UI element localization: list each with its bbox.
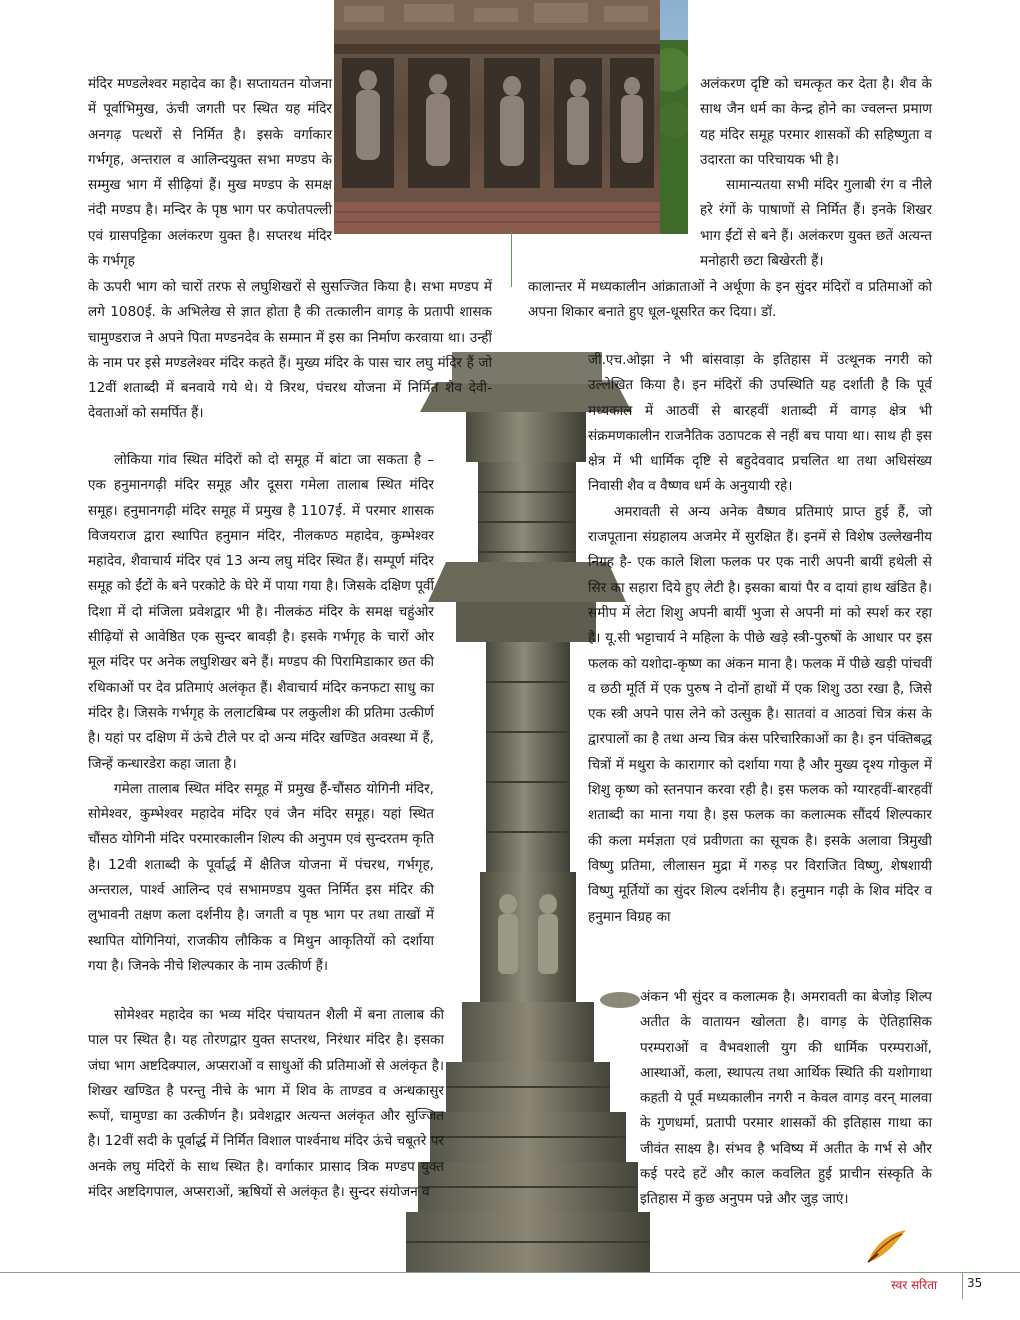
paragraph: अंकन भी सुंदर व कलात्मक है। अमरावती का बेजोड़ शिल्प अतीत के वातायन खोलता है। वागड़ के ऐतिहासिक परम्पराओं व वैभवशाली युग की धार्मिक परम्पराओं, आस्थाओं, कला, स्थापत्य तथा आर्थिक स्थिति की यशोगाथा कहती ये पूर्व मध्यकालीन नगरी न केवल वागड़ वरन् मालवा के गुणधर्मा, प्रतापी परमार शासकों की इतिहास गाथा का जीवंत साक्ष्य है। संभव है भविष्य में अतीत के गर्भ से और कई परदे हटें और काल कवलित हुई प्राचीन संस्कृति के इतिहास में कुछ अनुपम पन्ने और जुड़ जाएं। — [640, 989, 932, 1208]
paragraph: के ऊपरी भाग को चारों तरफ से लघुशिखरों से सुसज्जित किया है। सभा मण्डप में लगे 1080ई. के अभिलेख से ज्ञात होता है की तत्कालीन वागड़ के प्रतापी शासक चामुण्डराज ने अपने पिता मण्डनदेव के सम्मान में इस का निर्माण करवाया था। उन्हीं के नाम पर इसे मण्डलेश्वर मंदिर कहते हैं। मुख्य मंदिर के पास चार लघु मंदिर हैं जो 12वीं शताब्दी में बनवाये गये थे। ये त्रिरथ, पंचरथ योजना में निर्मित शैव देवी-देवताओं को समर्पित हैं। — [88, 279, 492, 422]
feather-icon — [864, 1226, 910, 1266]
text-column-left-bottom — [88, 1003, 444, 1205]
paragraph: कालान्तर में मध्यकालीन आंक्राताओं ने अर्थूणा के इन सुंदर मंदिरों व प्रतिमाओं को अपना शिकार बनाते हुए धूल-धूसरित कर दिया। डॉ. — [528, 279, 932, 321]
text-column-right-main — [528, 275, 932, 326]
paragraph: सोमेश्वर महादेव का भव्य मंदिर पंचायतन शैली में बना तालाब की पाल पर स्थित है। यह तोरणद्वार युक्त सप्तरथ, निरंधार मंदिर है। इसका जंघा भाग अष्टदिक्पाल, अप्सराओं व साधुओं की प्रतिमाओं से अलंकृत है। शिखर खण्डित है परन्तु नीचे के भाग में शिव के ताण्डव व अन्धकासुर रूपों, चामुण्डा का उत्कीर्णन है। प्रवेशद्वार अत्यन्त अलंकृत और सुज्जित है। 12वीं सदी के पूर्वार्द्ध में निर्मित विशाल पार्श्वनाथ मंदिर ऊंचे चबूतरे पर अनके लघु मंदिरों के साथ स्थित है। वर्गाकार प्रासाद त्रिक मण्डप युक्त मंदिर अष्टदिगपाल, अप्सराओं, ऋषियों से अलंकृत है। सुन्दर संयोजन व — [88, 1007, 444, 1201]
text-column-right-top — [700, 72, 932, 274]
text-column-left-top — [88, 72, 332, 274]
paragraph: गमेला तालाब स्थित मंदिर समूह में प्रमुख हैं-चौंसठ योगिनी मंदिर, सोमेश्वर, कुम्भेश्वर महादेव मंदिर एवं जैन मंदिर समूह। यहां स्थित चौंसठ योगिनी मंदिर परमारकालीन शिल्प की अनुपम एवं सुन्दरतम कृति है। 12वी शताब्दी के पूर्वार्द्ध में क्षैतिज योजना में पंचरथ, गर्भगृह, अन्तराल, पार्श्व आलिन्द एवं सभामण्डप युक्त निर्मित इस मंदिर की लुभावनी तक्षण कला दर्शनीय है। जगती व पृष्ठ भाग पर तथा ताखों में स्थापित योगिनियां, राजकीय लौकिक व मिथुन आकृतियों को दर्शाया गया है। जिनके नीचे शिल्पकार के नाम उत्कीर्ण हैं। — [88, 780, 434, 974]
footer-separator — [962, 1273, 963, 1299]
paragraph: अलंकरण दृष्टि को चमत्कृत कर देता है। शैव के साथ जैन धर्म का केन्द्र होने का ज्वलन्त प्रमाण यह मंदिर समूह परमार शासकों की सहिष्णुता व उदारता का परिचायक भी है। — [700, 76, 932, 168]
paragraph: लोकिया गांव स्थित मंदिरों को दो समूह में बांटा जा सकता है – एक हनुमानगढ़ी मंदिर समूह और दूसरा गमेला तालाब स्थित मंदिर समूह। हनुमानगढ़ी मंदिर समूह में प्रमुख है 1107ई. में परमार शासक विजयराज द्वारा स्थापित हनुमान मंदिर, नीलकण्ठ महादेव, कुम्भेश्वर महादेव, शैवाचार्य मंदिर एवं 13 अन्य लघु मंदिर स्थित हैं। सम्पूर्ण मंदिर समूह को ईंटों के बने परकोटे के घेरे में पाया गया है। जिसके दक्षिण पूर्वी दिशा में दो मंजिला प्रवेशद्वार भी है। नीलकंठ मंदिर के समक्ष चहुंओर सीढ़ियों से आवेष्ठित एक सुन्दर बावड़ी है। इसके गर्भगृह के चारों ओर मूल मंदिर पर अनेक लघुशिखर बने हैं। मण्डप की पिरामिडाकार छत की रथिकाओं पर देव प्रतिमाएं अलंकृत हैं। शैवाचार्य मंदिर कनफटा साधु का मंदिर है। जिसके गर्भगृह के ललाटबिम्ब पर लकुलीश की प्रतिमा उत्कीर्ण है। यहां पर दक्षिण में ऊंचे टीले पर दो अन्य मंदिर खण्डित अवस्था में हैं, जिन्हें कन्धारडेरा कहा जाता है। — [88, 452, 434, 772]
paragraph: अमरावती से अन्य अनेक वैष्णव प्रतिमाएं प्राप्त हुई हैं, जो राजपूताना संग्रहालय अजमेर में सुरक्षित हैं। इनमें से विशेष उल्लेखनीय निग्रह है- एक काले शिला फलक पर एक नारी अपनी बायीं हथेली से सिर का सहारा दिये हुए लेटी है। इसका बायां पैर व दायां हाथ खंडित है। समीप में लेटा शिशु अपनी बायीं भुजा से अपनी मां को स्पर्श कर रहा है। यू.सी भट्टाचार्य ने महिला के पीछे खड़े स्त्री-पुरुषों के आधार पर इस फलक को यशोदा-कृष्ण का अंकन माना है। फलक में पीछे खड़ी पांचवीं व छठी मूर्ति में एक पुरुष ने दोनों हाथों में एक शिशु उठा रखा है, जिसे एक स्त्री अपने पास लेने को उत्सुक है। सातवां व आठवां चित्र कंस के द्वारपालों का है तथा अन्य चित्र कंस परिचारिकाओं का है। इन पंक्तिबद्ध चित्रों में मथुरा के कारागार को दर्शाया गया है और मुख्य दृश्य गोकुल में शिशु कृष्ण को स्तनपान करवा रही है। इस फलक को ग्यारहवीं-बारहवीं शताब्दी का माना गया है। इस फलक का कलात्मक सौंदर्य शिल्पकार की कला मर्मज्ञता एवं प्रवीणता का सूचक है। इसके अलावा त्रिमुखी विष्णु प्रतिमा, लीलासन मुद्रा में गरुड़ पर विराजित विष्णु, शेषशायी विष्णु मूर्तियों का सुंदर शिल्प दर्शनीय है। हनुमान गढ़ी के शिव मंदिर व हनुमान विग्रह का — [588, 503, 933, 925]
paragraph: जी.एच.ओझा ने भी बांसवाड़ा के इतिहास में उत्थूनक नगरी को उल्लेखित किया है। इन मंदिरों की उपस्थिति यह दर्शाती है कि पूर्व मध्यकाल में आठवीं से बारहवीं शताब्दी में वागड़ क्षेत्र भी संक्रमणकालीन राजनैतिक उठापटक से नहीं बच पाया था। साथ ही इस क्षेत्र में भी धार्मिक दृष्टि से बहुदेववाद प्रचलित था तथा अधिसंख्य निवासी शैव व वैष्णव धर्म के अनुयायी रहे। — [588, 352, 932, 495]
paragraph: सामान्यतया सभी मंदिर गुलाबी रंग व नीले हरे रंगों के पाषाणों से निर्मित हैं। इनके शिखर भाग ईंटों से बने हैं। अलंकरण युक्त छतें अत्यन्त मनोहारी छटा बिखेरती हैं। — [700, 177, 932, 270]
text-column-right-bottom — [640, 985, 932, 1213]
temple-frieze-photo — [334, 0, 688, 234]
page-number: 35 — [967, 1276, 983, 1290]
column-divider-line — [511, 232, 512, 287]
magazine-name: स्वर सरिता — [891, 1278, 938, 1292]
paragraph: मंदिर मण्डलेश्वर महादेव का है। सप्तायतन योजना में पूर्वाभिमुख, ऊंची जगती पर स्थित यह मंदिर अनगढ़ पत्थरों से निर्मित है। इसके वर्गाकार गर्भगृह, अन्तराल व आलिन्दयुक्त सभा मण्डप के सम्मुख भाग में सीढ़ियां हैं। मुख मण्डप के समक्ष नंदी मण्डप है। मन्दिर के पृष्ठ भाग पर कपोतपल्ली एवं ग्रासपट्टिका अलंकरण युक्त है। सप्तरथ मंदिर के गर्भगृह — [88, 76, 332, 270]
text-column-left-main — [88, 275, 492, 427]
text-column-left-lower — [88, 448, 434, 979]
text-column-right-lower — [588, 348, 932, 930]
footer-rule — [0, 1272, 1020, 1273]
